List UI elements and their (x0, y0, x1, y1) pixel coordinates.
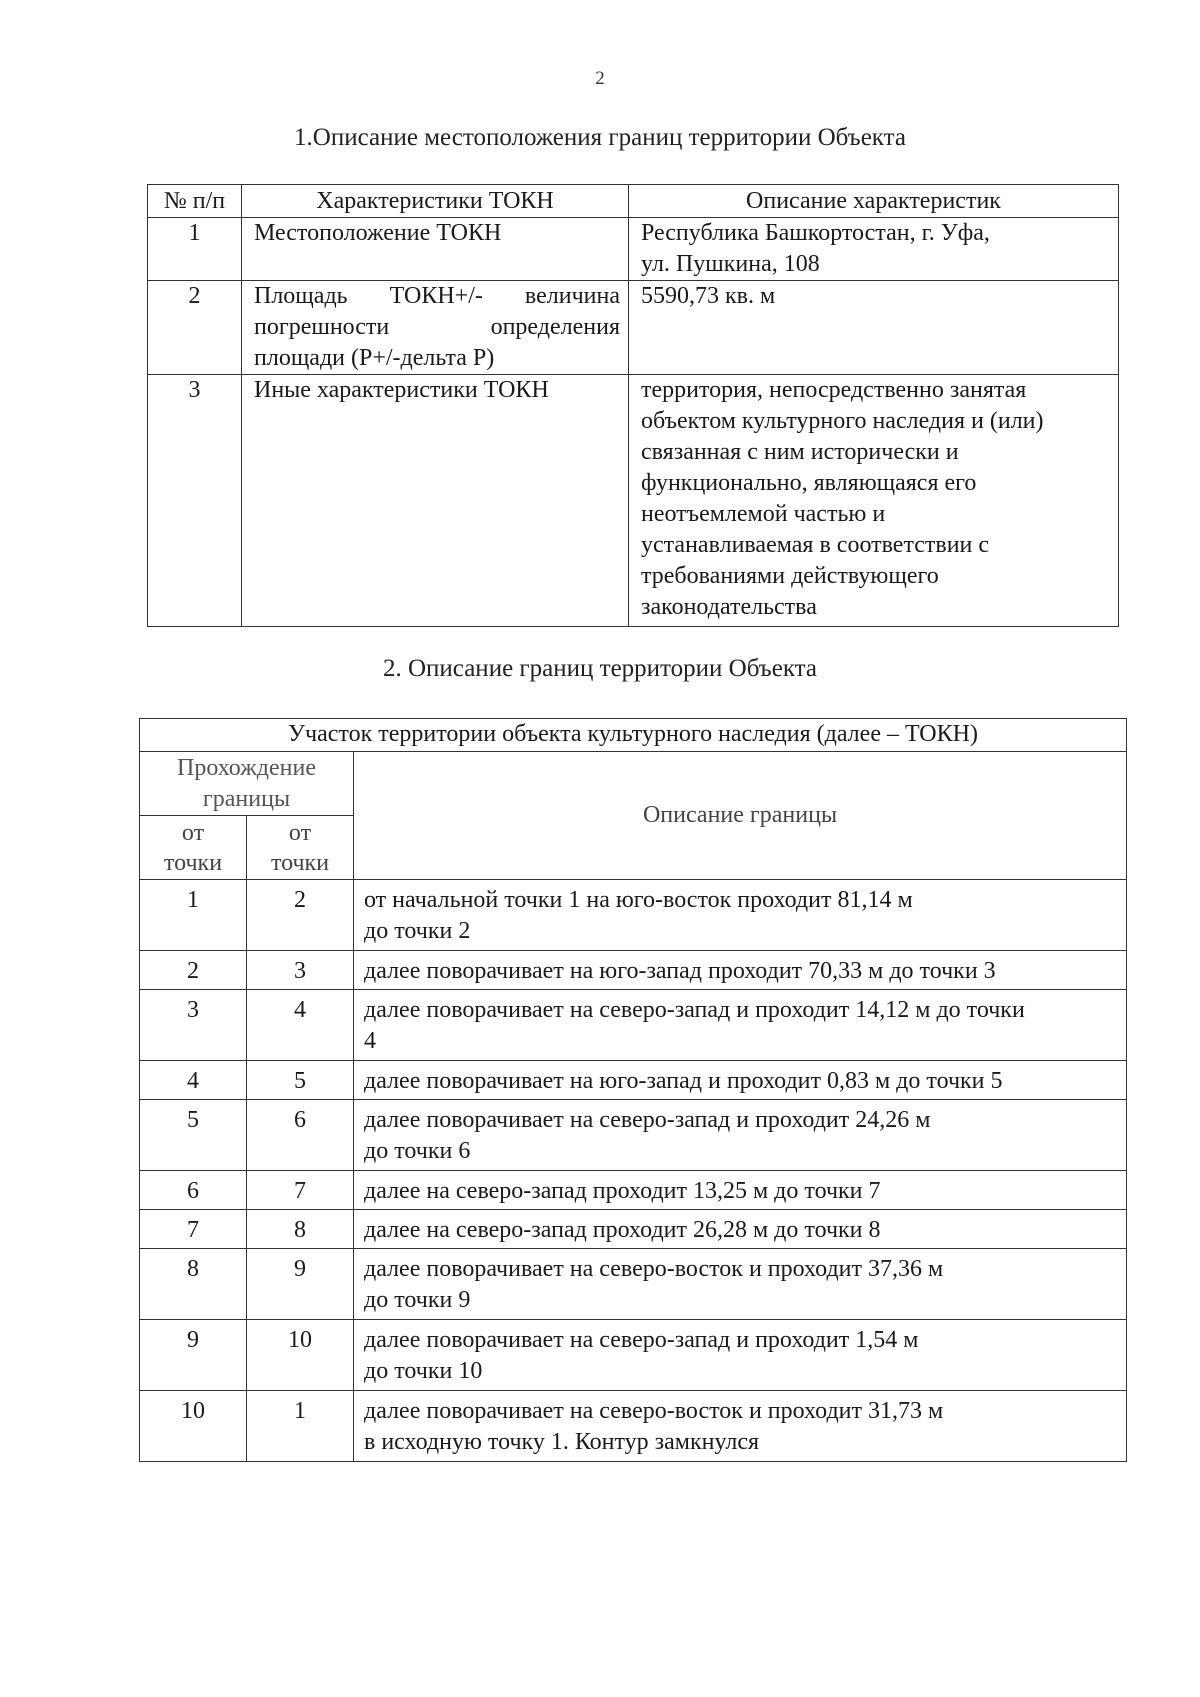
cell-line: функционально, являющаяся его (641, 470, 977, 496)
from-point-cell: 3 (140, 990, 247, 1061)
description-header: Описание границы (354, 752, 1127, 880)
to-point-cell: 10 (247, 1320, 354, 1391)
cell-line: Местоположение ТОКН (254, 220, 502, 246)
cell-line: площади (P+/-дельта P) (254, 345, 495, 371)
from-point-cell: 9 (140, 1320, 247, 1391)
cell-line: связанная с ним исторически и (641, 439, 959, 465)
boundary-row (140, 1391, 1127, 1462)
header-line: точки (270, 850, 330, 876)
col-header-number: № п/п (148, 185, 242, 218)
cell-line: далее поворачивает на северо-запад и проходит 14,12 м до точки (364, 997, 1025, 1023)
row-number: 2 (148, 281, 242, 375)
cell-line: далее поворачивает на северо-восток и проходит 37,36 м (364, 1256, 944, 1282)
boundary-table (139, 718, 1127, 1462)
boundary-description-cell (354, 1100, 1127, 1171)
header-line: от (181, 820, 205, 846)
from-point-cell: 5 (140, 1100, 247, 1171)
cell-line: Иные характеристики ТОКН (254, 377, 549, 403)
to-point-cell: 4 (247, 990, 354, 1061)
from-point-cell: 8 (140, 1249, 247, 1320)
cell-line: далее поворачивает на северо-запад и проходит 24,26 м (364, 1107, 931, 1133)
to-point-cell: 6 (247, 1100, 354, 1171)
boundary-row (140, 1061, 1127, 1100)
boundary-description-cell (354, 951, 1127, 990)
header-line: от (288, 820, 312, 846)
cell-line: устанавливаемая в соответствии с (641, 532, 990, 558)
boundary-row (140, 1210, 1127, 1249)
boundary-row (140, 1171, 1127, 1210)
cell-line: далее поворачивает на северо-запад и проходит 1,54 м (364, 1327, 919, 1353)
to-point-cell: 2 (247, 880, 354, 951)
table-row (148, 281, 1119, 375)
description-cell (629, 375, 1119, 627)
cell-line: территория, непосредственно занятая (641, 377, 1027, 403)
boundary-row (140, 990, 1127, 1061)
boundary-row (140, 1320, 1127, 1391)
table-title-row (140, 719, 1127, 752)
cell-line: от начальной точки 1 на юго-восток проходит 81,14 м (364, 887, 913, 913)
boundary-row (140, 880, 1127, 951)
cell-line: далее на северо-запад проходит 13,25 м до точки 7 (364, 1178, 881, 1204)
header-line: точки (163, 850, 223, 876)
characteristic-cell (242, 281, 629, 375)
description-cell (629, 281, 1119, 375)
cell-line: далее на северо-запад проходит 26,28 м до точки 8 (364, 1217, 881, 1243)
boundary-row (140, 1100, 1127, 1171)
cell-line: далее поворачивает на юго-запад проходит 70,33 м до точки 3 (364, 958, 996, 984)
col-header-description: Описание характеристик (629, 185, 1119, 218)
location-table (147, 184, 1119, 627)
table-header-row (148, 185, 1119, 218)
cell-line: законодательства (641, 594, 817, 620)
boundary-description-cell (354, 990, 1127, 1061)
cell-line: до точки 9 (364, 1287, 471, 1313)
from-point-cell: 4 (140, 1061, 247, 1100)
boundary-description-cell (354, 1391, 1127, 1462)
table-title: Участок территории объекта культурного наследия (далее – ТОКН) (140, 719, 1127, 752)
row-number: 3 (148, 375, 242, 627)
cell-line: до точки 10 (364, 1358, 483, 1384)
row-number: 1 (148, 218, 242, 281)
cell-line: Республика Башкортостан, г. Уфа, (641, 220, 990, 246)
boundary-description-cell (354, 1061, 1127, 1100)
from-point-cell: 7 (140, 1210, 247, 1249)
description-cell (629, 218, 1119, 281)
cell-line: до точки 2 (364, 918, 471, 944)
from-point-cell: 2 (140, 951, 247, 990)
header-line: Прохождение (176, 755, 316, 781)
passage-header-row (140, 752, 1127, 816)
to-point-cell: 9 (247, 1249, 354, 1320)
cell-line: объектом культурного наследия и (или) (641, 408, 1044, 434)
cell-line: Площадь ТОКН+/- величина (254, 283, 620, 309)
cell-line: 5590,73 кв. м (641, 283, 776, 309)
col-header-characteristic: Характеристики ТОКН (242, 185, 629, 218)
to-point-cell: 7 (247, 1171, 354, 1210)
boundary-row (140, 1249, 1127, 1320)
from-point-cell: 6 (140, 1171, 247, 1210)
section2-title: 2. Описание границ территории Объекта (383, 655, 817, 682)
cell-line: далее поворачивает на северо-восток и проходит 31,73 м (364, 1398, 944, 1424)
boundary-description-cell (354, 1249, 1127, 1320)
to-point-cell: 8 (247, 1210, 354, 1249)
from-point-cell: 10 (140, 1391, 247, 1462)
page-number: 2 (595, 68, 605, 89)
cell-line: далее поворачивает на юго-запад и проходит 0,83 м до точки 5 (364, 1068, 1003, 1094)
from-point-header (140, 816, 247, 880)
to-point-cell: 5 (247, 1061, 354, 1100)
boundary-description-cell (354, 1171, 1127, 1210)
characteristic-cell (242, 218, 629, 281)
to-point-cell: 3 (247, 951, 354, 990)
cell-line: неотъемлемой частью и (641, 501, 886, 527)
boundary-description-cell (354, 1210, 1127, 1249)
table-row (148, 218, 1119, 281)
cell-line: погрешности определения (254, 314, 620, 340)
boundary-row (140, 951, 1127, 990)
to-point-header (247, 816, 354, 880)
characteristic-cell (242, 375, 629, 627)
boundary-description-cell (354, 880, 1127, 951)
section1-title: 1.Описание местоположения границ территории Объекта (294, 124, 906, 151)
table-row (148, 375, 1119, 627)
cell-line: 4 (364, 1028, 376, 1054)
cell-line: в исходную точку 1. Контур замкнулся (364, 1429, 760, 1455)
from-point-cell: 1 (140, 880, 247, 951)
cell-line: ул. Пушкина, 108 (641, 251, 820, 277)
cell-line: до точки 6 (364, 1138, 471, 1164)
passage-header (140, 752, 354, 816)
to-point-cell: 1 (247, 1391, 354, 1462)
boundary-description-cell (354, 1320, 1127, 1391)
cell-line: требованиями действующего (641, 563, 939, 589)
header-line: границы (202, 786, 291, 812)
